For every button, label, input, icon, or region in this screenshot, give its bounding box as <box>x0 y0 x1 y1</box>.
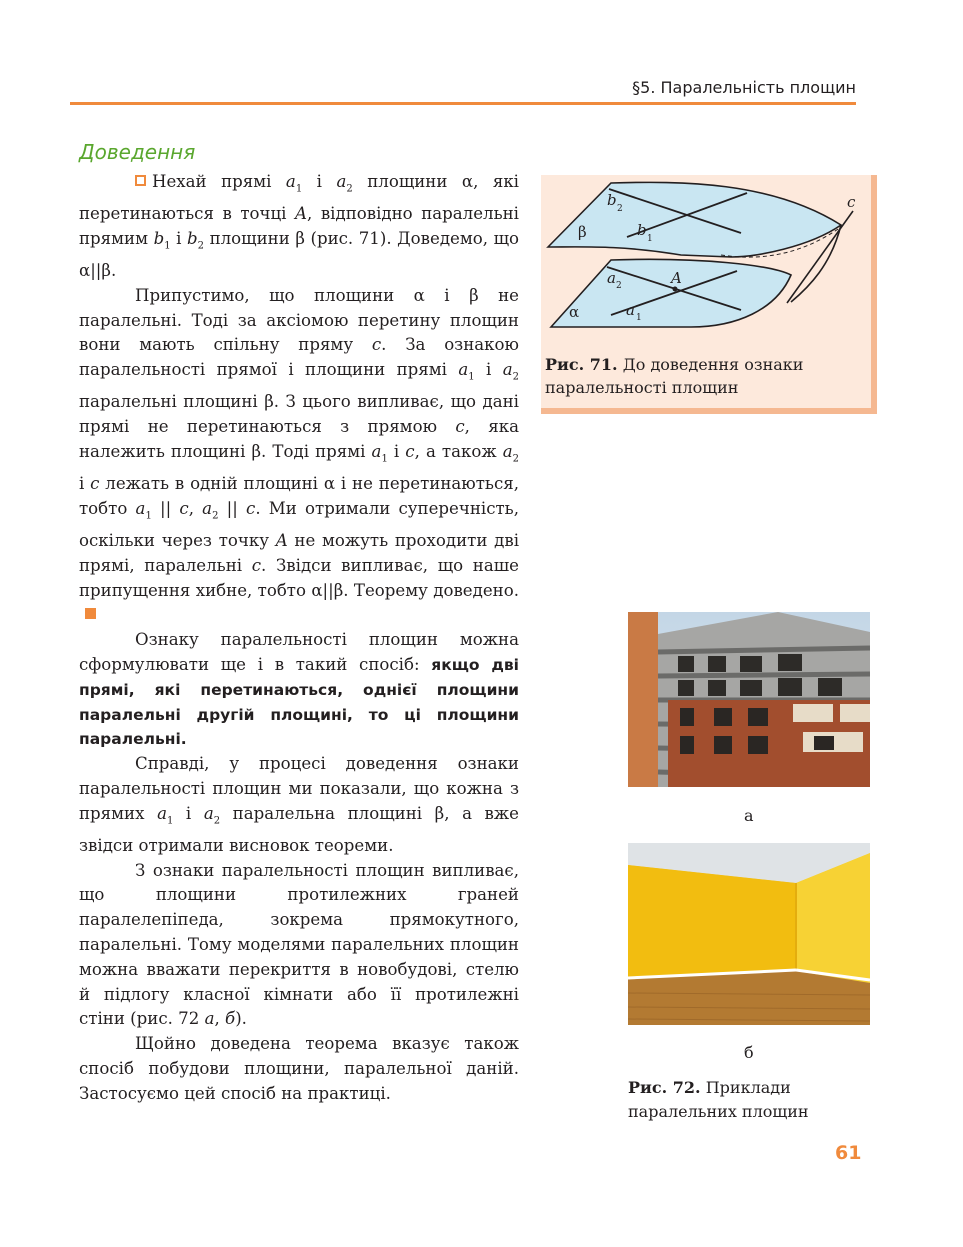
figure-71-caption: Рис. 71. До доведення ознаки паралельності площин <box>545 355 804 397</box>
svg-text:a: a <box>626 301 635 319</box>
paragraph-3: Ознаку паралельності площин можна сформулювати ще і в такий спосіб: якщо дві прямі, які перетинаються, однієї площини паралельні другій площині, то ці площини паралельні. <box>79 630 519 749</box>
parallel-planes-diagram <box>541 175 871 350</box>
photo-building-construction <box>628 612 870 787</box>
plane-beta <box>548 182 841 257</box>
paragraph-4: Справді, у процесі доведення ознаки паралельності площин ми показали, що кожна з прямих $a_1$ і $a_2$ паралельна площині β, а вже звідси отримали висновок теореми. <box>79 754 519 855</box>
proof-start-icon <box>135 175 146 186</box>
photo-yellow-room <box>628 843 870 1025</box>
header-rule <box>70 102 856 105</box>
svg-text:A: A <box>671 269 682 287</box>
page-number: 61 <box>835 1142 862 1164</box>
figure-71 <box>541 175 877 414</box>
svg-text:c: c <box>847 193 856 211</box>
svg-text:α: α <box>569 303 580 321</box>
svg-text:a: a <box>607 269 616 287</box>
body-text <box>79 170 519 1107</box>
svg-text:1: 1 <box>647 234 653 244</box>
paragraph-6: Щойно доведена теорема вказує також спосіб побудови площини, паралельної даній. Застосуємо цей спосіб на практиці. <box>79 1034 519 1103</box>
figure-72-label-a: а <box>744 806 754 825</box>
paragraph-2: Припустимо, що площини α і β не паралельні. Тоді за аксіомою перетину площин вони мають спільну пряму c. За ознакою паралельності прямої і площини прямі $a_1$ і $a_2$ паралельні площині β. З цього випливає, що дані прямі не перетинаються з прямою c, яка належить площині β. Тоді прямі $a_1$ і c, а також $a_2$ і c лежать в одній площині α і не перетинаються, тобто $a_1$ || c, $a_2$ || c. Ми отримали суперечність, оскільки через точку A не можуть проходити дві прямі, паралельні c. Звідси випливає, що наше припущення хибне, тобто α||β. Теорему доведено. <box>79 284 519 628</box>
figure-72-label-b: б <box>744 1043 754 1062</box>
svg-text:b: b <box>637 221 647 239</box>
running-head: §5. Паралельність площин <box>632 78 856 97</box>
svg-text:1: 1 <box>636 313 642 323</box>
theorem-statement: якщо дві прямі, які перетинаються, однієї площини паралельні другій площині, то ці площини паралельні. <box>79 655 519 749</box>
paragraph-5: З ознаки паралельності площин випливає, що площини протилежних граней паралелепіпеда, зокрема прямокутного, паралельні. Тому моделями паралельних площин можна вважати перекриття в новобудові, стелю й підлогу класної кімнати або її протилежні стіни (рис. 72 а, б). <box>79 860 519 1029</box>
proof-end-icon <box>85 608 96 619</box>
svg-text:β: β <box>578 223 587 241</box>
svg-text:b: b <box>607 191 617 209</box>
paragraph-1: Нехай прямі $a_1$ і $a_2$ площини α, які перетинаються в точці A, відповідно паралельні прямим $b_1$ і $b_2$ площини β (рис. 71). Доведемо, що α||β. <box>79 172 519 281</box>
svg-text:2: 2 <box>617 204 623 214</box>
svg-text:2: 2 <box>616 281 622 291</box>
section-title: Доведення <box>79 140 196 164</box>
figure-72-caption: Рис. 72. Приклади паралельних площин <box>628 1078 809 1121</box>
point-A <box>673 287 678 292</box>
